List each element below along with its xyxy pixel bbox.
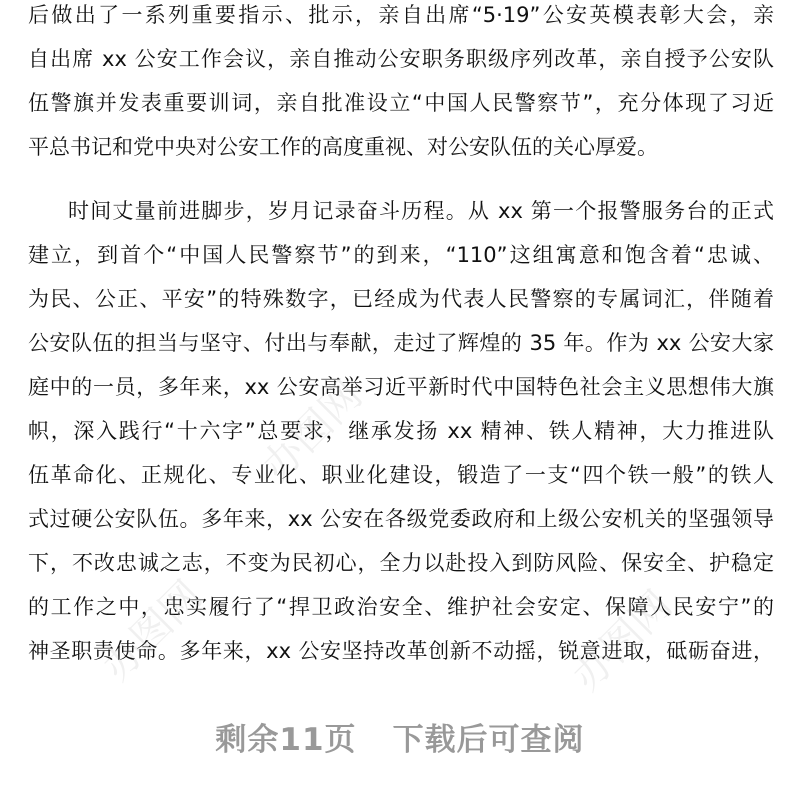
paragraph-line: 伍警旗并发表重要训词，亲自批准设立“中国人民警察节”，充分体现了习近 [28,91,774,115]
watermark: 办图网 [563,582,682,700]
paragraph-line: 神圣职责使命。多年来，xx 公安坚持改革创新不动摇，锐意进取，砥砺奋进， [28,639,774,663]
watermark: 办图网 [93,572,212,690]
paragraph-line: 庭中的一员，多年来，xx 公安高举习近平新时代中国特色社会主义思想伟大旗 [28,375,774,399]
paragraph-line: 后做出了一系列重要指示、批示，亲自出席“5·19”公安英模表彰大会，亲 [28,3,774,27]
paragraph-line: 时间丈量前进脚步，岁月记录奋斗历程。从 xx 第一个报警服务台的正式 [68,199,774,223]
paragraph-line: 伍革命化、正规化、专业化、职业化建设，锻造了一支“四个铁一般”的铁人 [28,463,774,487]
paragraph-line: 公安队伍的担当与坚守、付出与奉献，走过了辉煌的 35 年。作为 xx 公安大家 [28,331,774,355]
paragraph-line: 的工作之中，忠实履行了“捍卫政治安全、维护社会安定、保障人民安宁”的 [28,595,774,619]
download-to-view-label: 下载后可查阅 [392,722,585,758]
paragraph-line: 式过硬公安队伍。多年来，xx 公安在各级党委政府和上级公安机关的坚强领导 [28,507,774,531]
paragraph-line: 自出席 xx 公安工作会议，亲自推动公安职务职级序列改革，亲自授予公安队 [28,47,774,71]
watermark: 办图网 [253,372,372,490]
paragraph-line: 为民、公正、平安”的特殊数字，已经成为代表人民警察的专属词汇，伴随着 [28,287,774,311]
paragraph-line: 平总书记和党中央对公安工作的高度重视、对公安队伍的关心厚爱。 [28,135,658,159]
remaining-pages-notice[interactable] [0,714,800,759]
paragraph-line: 建立，到首个“中国人民警察节”的到来，“110”这组寓意和饱含着“忠诚、 [28,243,774,267]
paragraph-line: 帜，深入践行“十六字”总要求，继承发扬 xx 精神、铁人精神，大力推进队 [28,419,774,443]
paragraph-line: 下，不改忠诚之志，不变为民初心，全力以赴投入到防风险、保安全、护稳定 [28,551,774,575]
remaining-pages-label: 剩余11页 [215,722,357,758]
